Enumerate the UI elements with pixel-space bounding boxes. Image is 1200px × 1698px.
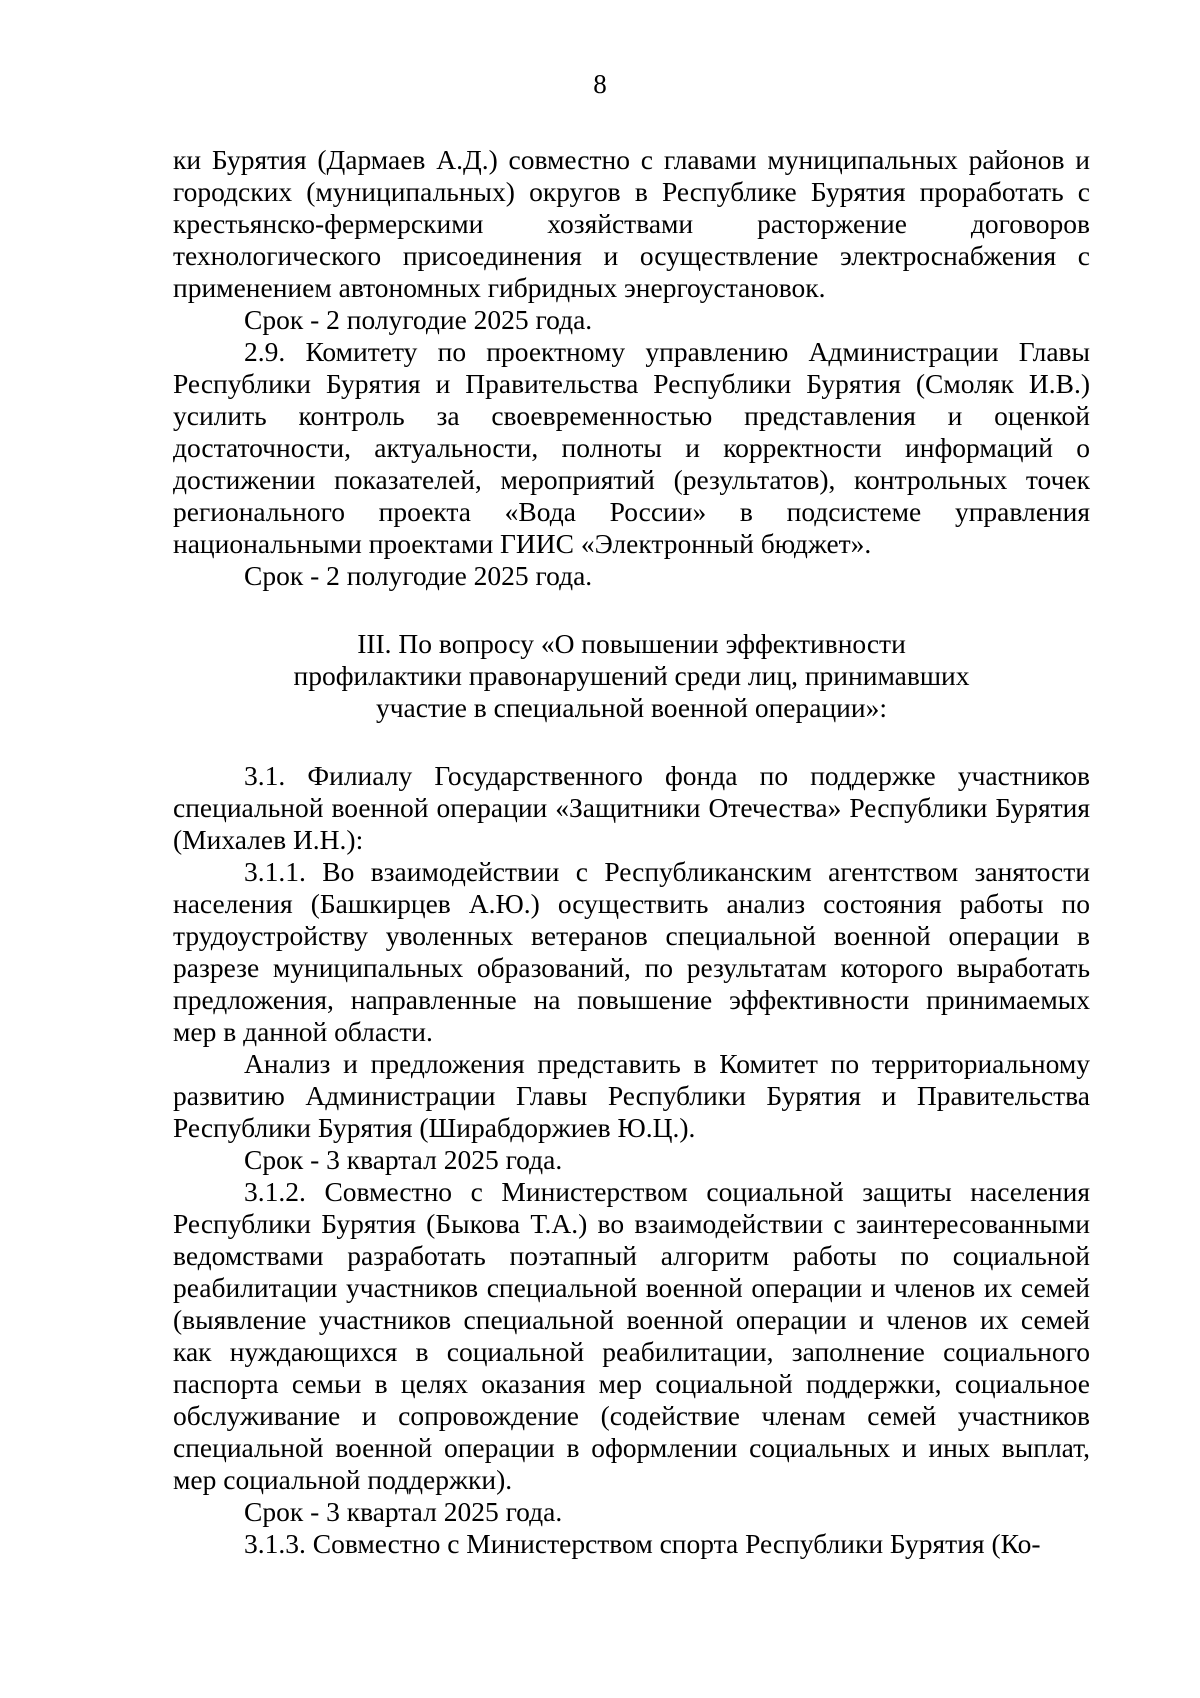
document-body xyxy=(173,144,1090,1560)
paragraph-analysis: Анализ и предложения представить в Комитет по территориальному развитию Администрации Главы Республики Бурятия и Правительства Республики Бурятия (Ширабдоржиев Ю.Ц.). xyxy=(173,1048,1090,1143)
paragraph-continuation: ки Бурятия (Дармаев А.Д.) совместно с главами муниципальных районов и городских (муниципальных) округов в Республике Бурятия проработать с крестьянско-фермерскими хозяйствами расторжение договоров технологического присоединения и осуществление электроснабжения с применением автономных гибридных энергоустановок. xyxy=(173,144,1090,303)
paragraph-item-2-9: 2.9. Комитету по проектному управлению Администрации Главы Республики Бурятия и Правительства Республики Бурятия (Смоляк И.В.) усилить контроль за своевременностью представления и оценкой достаточности, актуальности, полноты и корректности информаций о достижении показателей, мероприятий (результатов), контрольных точек регионального проекта «Вода России» в подсистеме управления национальными проектами ГИИС «Электронный бюджет». xyxy=(173,336,1090,559)
paragraph-deadline: Срок - 2 полугодие 2025 года. xyxy=(244,304,593,335)
paragraph-item-3-1-3: 3.1.3. Совместно с Министерством спорта Республики Бурятия (Ко- xyxy=(244,1528,1041,1559)
section-heading xyxy=(173,628,1090,724)
paragraph-item-3-1-1: 3.1.1. Во взаимодействии с Республиканским агентством занятости населения (Башкирцев А.Ю.) осуществить анализ состояния работы по трудоустройству уволенных ветеранов специальной военной операции в разрезе муниципальных образований, по результатам которого выработать предложения, направленные на повышение эффективности принимаемых мер в данной области. xyxy=(173,856,1090,1047)
section-heading-line: участие в специальной военной операции»: xyxy=(375,692,888,723)
section-heading-line: профилактики правонарушений среди лиц, принимавших xyxy=(293,660,970,691)
paragraph-deadline: Срок - 3 квартал 2025 года. xyxy=(244,1144,563,1175)
page-number: 8 xyxy=(593,69,607,99)
section-heading-line: III. По вопросу «О повышении эффективности xyxy=(357,628,906,659)
paragraph-item-3-1-2: 3.1.2. Совместно с Министерством социальной защиты населения Республики Бурятия (Быкова Т.А.) во взаимодействии с заинтересованными ведомствами разработать поэтапный алгоритм работы по социальной реабилитации участников специальной военной операции и членов их семей (выявление участников специальной военной операции и членов их семей как нуждающихся в социальной реабилитации, заполнение социального паспорта семьи в целях оказания мер социальной поддержки, социальное обслуживание и сопровождение (содействие членам семей участников специальной военной операции в оформлении социальных и иных выплат, мер социальной поддержки). xyxy=(173,1176,1090,1495)
paragraph-deadline: Срок - 3 квартал 2025 года. xyxy=(244,1496,563,1527)
paragraph-item-3-1: 3.1. Филиалу Государственного фонда по поддержке участников специальной военной операции «Защитники Отечества» Республики Бурятия (Михалев И.Н.): xyxy=(173,760,1090,855)
paragraph-deadline: Срок - 2 полугодие 2025 года. xyxy=(244,560,593,591)
